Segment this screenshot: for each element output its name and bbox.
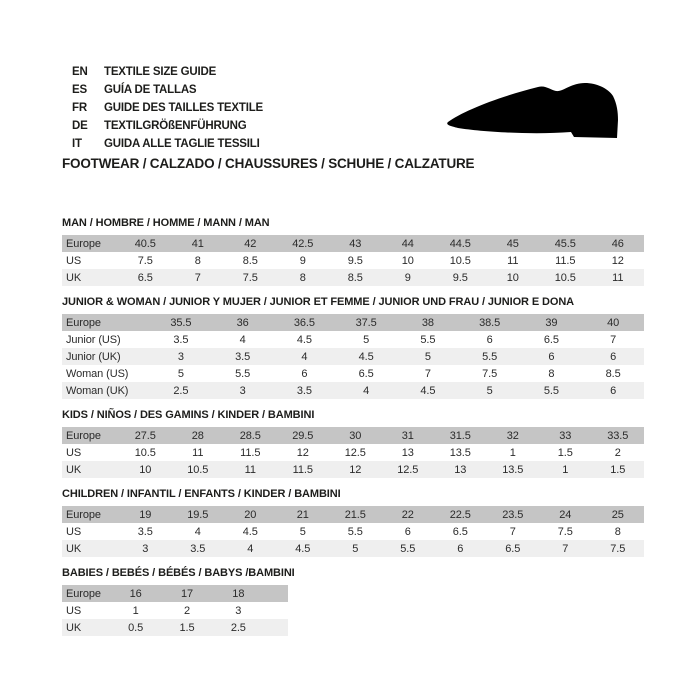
size-cell: 5.5 [235, 367, 251, 380]
size-cell: 28 [191, 429, 204, 442]
size-cell: 6.5 [452, 525, 468, 538]
size-cell: 8.5 [242, 254, 258, 267]
size-cell: 7 [424, 367, 431, 380]
size-cell: 1.5 [179, 621, 195, 634]
size-cell: 13 [401, 446, 414, 459]
row-label: Europe [66, 429, 101, 442]
table-row [62, 585, 288, 602]
size-cell: 41 [191, 237, 204, 250]
language-row [72, 135, 263, 153]
language-title: GUÍA DE TALLAS [104, 84, 197, 96]
size-cell: 5.5 [482, 350, 498, 363]
size-cell: 31 [401, 429, 414, 442]
size-cell: 42 [244, 237, 257, 250]
size-cell: 12 [611, 254, 624, 267]
size-table-section [62, 566, 644, 636]
size-cell: 6.5 [358, 367, 374, 380]
size-cell: 7 [509, 525, 516, 538]
size-tables [62, 216, 644, 645]
size-cell: 6 [404, 525, 411, 538]
size-cell: 25 [611, 508, 624, 521]
size-cell: 3 [239, 384, 246, 397]
size-cell: 11 [507, 254, 519, 267]
size-cell: 2.5 [230, 621, 246, 634]
size-cell: 11 [612, 271, 624, 284]
size-cell: 19 [139, 508, 152, 521]
language-code: FR [72, 102, 87, 114]
language-title-list [72, 63, 263, 153]
table-row [62, 444, 644, 461]
size-cell: 21.5 [344, 508, 366, 521]
table-row [62, 427, 644, 444]
size-cell: 21 [296, 508, 309, 521]
table-row [62, 365, 644, 382]
size-cell: 5 [424, 350, 431, 363]
language-row [72, 99, 263, 117]
size-cell: 8 [299, 271, 306, 284]
row-label: Europe [66, 316, 101, 329]
row-label: UK [66, 621, 82, 634]
size-cell: 12.5 [397, 463, 419, 476]
size-cell: 40.5 [134, 237, 156, 250]
table-row [62, 382, 644, 399]
table-row [62, 523, 644, 540]
size-table [62, 314, 644, 399]
size-cell: 5 [352, 542, 359, 555]
size-cell: 7 [194, 271, 201, 284]
size-cell: 3.5 [137, 525, 153, 538]
size-cell: 36.5 [293, 316, 315, 329]
language-title: TEXTILE SIZE GUIDE [104, 66, 217, 78]
size-cell: 9 [404, 271, 411, 284]
size-cell: 5.5 [400, 542, 416, 555]
language-row [72, 117, 263, 135]
size-cell: 2 [183, 604, 190, 617]
size-cell: 3.5 [173, 333, 189, 346]
language-code: IT [72, 138, 82, 150]
size-cell: 5 [363, 333, 370, 346]
size-cell: 4.5 [296, 333, 312, 346]
category-heading: FOOTWEAR / CALZADO / CHAUSSURES / SCHUHE / CALZATURE [62, 156, 475, 171]
row-label: UK [66, 542, 82, 555]
size-cell: 7.5 [610, 542, 626, 555]
row-label: Europe [66, 237, 101, 250]
size-cell: 8.5 [605, 367, 621, 380]
size-cell: 3.5 [235, 350, 251, 363]
size-cell: 11 [192, 446, 204, 459]
size-cell: 44.5 [449, 237, 471, 250]
size-cell: 6.5 [505, 542, 521, 555]
size-cell: 7.5 [482, 367, 498, 380]
size-cell: 4.5 [295, 542, 311, 555]
size-cell: 42.5 [292, 237, 314, 250]
size-cell: 46 [611, 237, 624, 250]
table-title: KIDS / NIÑOS / DES GAMINS / KINDER / BAMBINI [62, 409, 315, 421]
size-cell: 7.5 [557, 525, 573, 538]
size-cell: 13.5 [449, 446, 471, 459]
size-cell: 3 [177, 350, 184, 363]
size-cell: 38 [421, 316, 434, 329]
size-cell: 10.5 [134, 446, 156, 459]
size-cell: 1.5 [557, 446, 573, 459]
size-cell: 10.5 [554, 271, 576, 284]
row-label: US [66, 254, 82, 267]
table-row [62, 461, 644, 478]
table-row [62, 235, 644, 252]
size-cell: 18 [232, 587, 245, 600]
size-cell: 4 [301, 350, 308, 363]
size-cell: 9.5 [452, 271, 468, 284]
table-title: MAN / HOMBRE / HOMME / MANN / MAN [62, 217, 270, 229]
size-cell: 8 [548, 367, 555, 380]
size-cell: 13 [454, 463, 467, 476]
size-cell: 8 [614, 525, 621, 538]
size-cell: 5.5 [347, 525, 363, 538]
size-cell: 45 [506, 237, 519, 250]
table-row [62, 540, 644, 557]
shoe-icon [443, 79, 623, 143]
language-code: DE [72, 120, 88, 132]
size-cell: 10 [139, 463, 152, 476]
size-cell: 33.5 [607, 429, 629, 442]
size-table [62, 585, 288, 636]
size-cell: 5 [486, 384, 493, 397]
size-cell: 4.5 [358, 350, 374, 363]
table-title: CHILDREN / INFANTIL / ENFANTS / KINDER / BAMBINI [62, 488, 341, 500]
language-title: TEXTILGRÖßENFÜHRUNG [104, 120, 247, 132]
size-cell: 38.5 [479, 316, 501, 329]
size-cell: 3.5 [190, 542, 206, 555]
row-label: Woman (US) [66, 367, 129, 380]
language-code: EN [72, 66, 88, 78]
table-row [62, 506, 644, 523]
size-cell: 43 [349, 237, 362, 250]
size-cell: 22 [401, 508, 414, 521]
size-cell: 31.5 [449, 429, 471, 442]
size-cell: 6 [548, 350, 555, 363]
size-cell: 10 [401, 254, 414, 267]
table-row [62, 252, 644, 269]
size-cell: 10.5 [449, 254, 471, 267]
size-cell: 12 [296, 446, 309, 459]
size-cell: 8.5 [347, 271, 363, 284]
size-cell: 4.5 [242, 525, 258, 538]
row-label: US [66, 446, 82, 459]
size-cell: 8 [194, 254, 201, 267]
size-cell: 39 [545, 316, 558, 329]
size-cell: 5 [299, 525, 306, 538]
size-cell: 7 [610, 333, 617, 346]
size-cell: 11.5 [292, 463, 313, 476]
table-row [62, 348, 644, 365]
size-cell: 7.5 [242, 271, 258, 284]
size-cell: 30 [349, 429, 362, 442]
size-cell: 4 [239, 333, 246, 346]
size-cell: 32 [506, 429, 519, 442]
size-cell: 16 [129, 587, 142, 600]
size-cell: 37.5 [355, 316, 377, 329]
size-cell: 44 [401, 237, 414, 250]
size-cell: 3 [142, 542, 149, 555]
size-cell: 45.5 [554, 237, 576, 250]
size-cell: 36 [236, 316, 249, 329]
row-label: US [66, 604, 82, 617]
size-cell: 20 [244, 508, 257, 521]
size-cell: 40 [607, 316, 620, 329]
size-cell: 3.5 [296, 384, 312, 397]
table-row [62, 619, 288, 636]
size-cell: 13.5 [502, 463, 524, 476]
language-title: GUIDE DES TAILLES TEXTILE [104, 102, 263, 114]
size-cell: 0.5 [128, 621, 144, 634]
size-cell: 11.5 [240, 446, 261, 459]
row-label: Europe [66, 587, 101, 600]
size-table-section [62, 216, 644, 286]
size-table [62, 506, 644, 557]
size-cell: 10 [506, 271, 519, 284]
size-cell: 9.5 [347, 254, 363, 267]
table-title: JUNIOR & WOMAN / JUNIOR Y MUJER / JUNIOR ET FEMME / JUNIOR UND FRAU / JUNIOR E DONA [62, 296, 575, 308]
size-cell: 12 [349, 463, 362, 476]
size-cell: 17 [180, 587, 194, 600]
size-cell: 6 [301, 367, 308, 380]
size-cell: 2.5 [173, 384, 189, 397]
row-label: Junior (US) [66, 333, 121, 346]
size-cell: 7 [562, 542, 569, 555]
language-row [72, 81, 263, 99]
size-cell: 6.5 [543, 333, 559, 346]
size-cell: 11.5 [555, 254, 576, 267]
size-table [62, 235, 644, 286]
table-title: BABIES / BEBÉS / BÉBÉS / BABYS /BAMBINI [62, 567, 295, 579]
size-cell: 6 [486, 333, 493, 346]
size-cell: 10.5 [187, 463, 209, 476]
table-row [62, 269, 644, 286]
size-cell: 6.5 [137, 271, 153, 284]
row-label: Junior (UK) [66, 350, 121, 363]
language-code: ES [72, 84, 87, 96]
row-label: Woman (UK) [66, 384, 129, 397]
size-cell: 22.5 [449, 508, 471, 521]
size-cell: 1 [509, 446, 516, 459]
size-cell: 6 [457, 542, 464, 555]
size-table-section [62, 487, 644, 557]
size-cell: 3 [235, 604, 242, 617]
size-cell: 19.5 [187, 508, 209, 521]
size-cell: 4.5 [420, 384, 436, 397]
row-label: US [66, 525, 82, 538]
size-cell: 4 [247, 542, 254, 555]
size-cell: 27.5 [134, 429, 156, 442]
table-row [62, 314, 644, 331]
language-row [72, 63, 263, 81]
size-cell: 33 [559, 429, 572, 442]
size-cell: 28.5 [239, 429, 261, 442]
size-table [62, 427, 644, 478]
size-table-section [62, 408, 644, 478]
size-cell: 11 [244, 463, 256, 476]
size-cell: 9 [299, 254, 306, 267]
size-cell: 2 [614, 446, 621, 459]
row-label: Europe [66, 508, 101, 521]
size-cell: 1 [132, 604, 139, 617]
size-cell: 23.5 [502, 508, 524, 521]
size-cell: 24 [559, 508, 572, 521]
size-cell: 12.5 [344, 446, 366, 459]
row-label: UK [66, 463, 82, 476]
size-cell: 5.5 [543, 384, 559, 397]
size-cell: 6 [610, 384, 617, 397]
size-cell: 6 [610, 350, 617, 363]
size-cell: 7.5 [137, 254, 153, 267]
table-row [62, 331, 644, 348]
size-cell: 5.5 [420, 333, 436, 346]
size-cell: 4 [194, 525, 201, 538]
table-row [62, 602, 288, 619]
size-cell: 5 [177, 367, 184, 380]
size-cell: 29.5 [292, 429, 314, 442]
size-table-section [62, 295, 644, 399]
row-label: UK [66, 271, 82, 284]
size-cell: 4 [363, 384, 370, 397]
size-cell: 35.5 [170, 316, 192, 329]
size-cell: 1 [562, 463, 569, 476]
language-title: GUIDA ALLE TAGLIE TESSILI [104, 138, 260, 150]
size-cell: 1.5 [610, 463, 626, 476]
